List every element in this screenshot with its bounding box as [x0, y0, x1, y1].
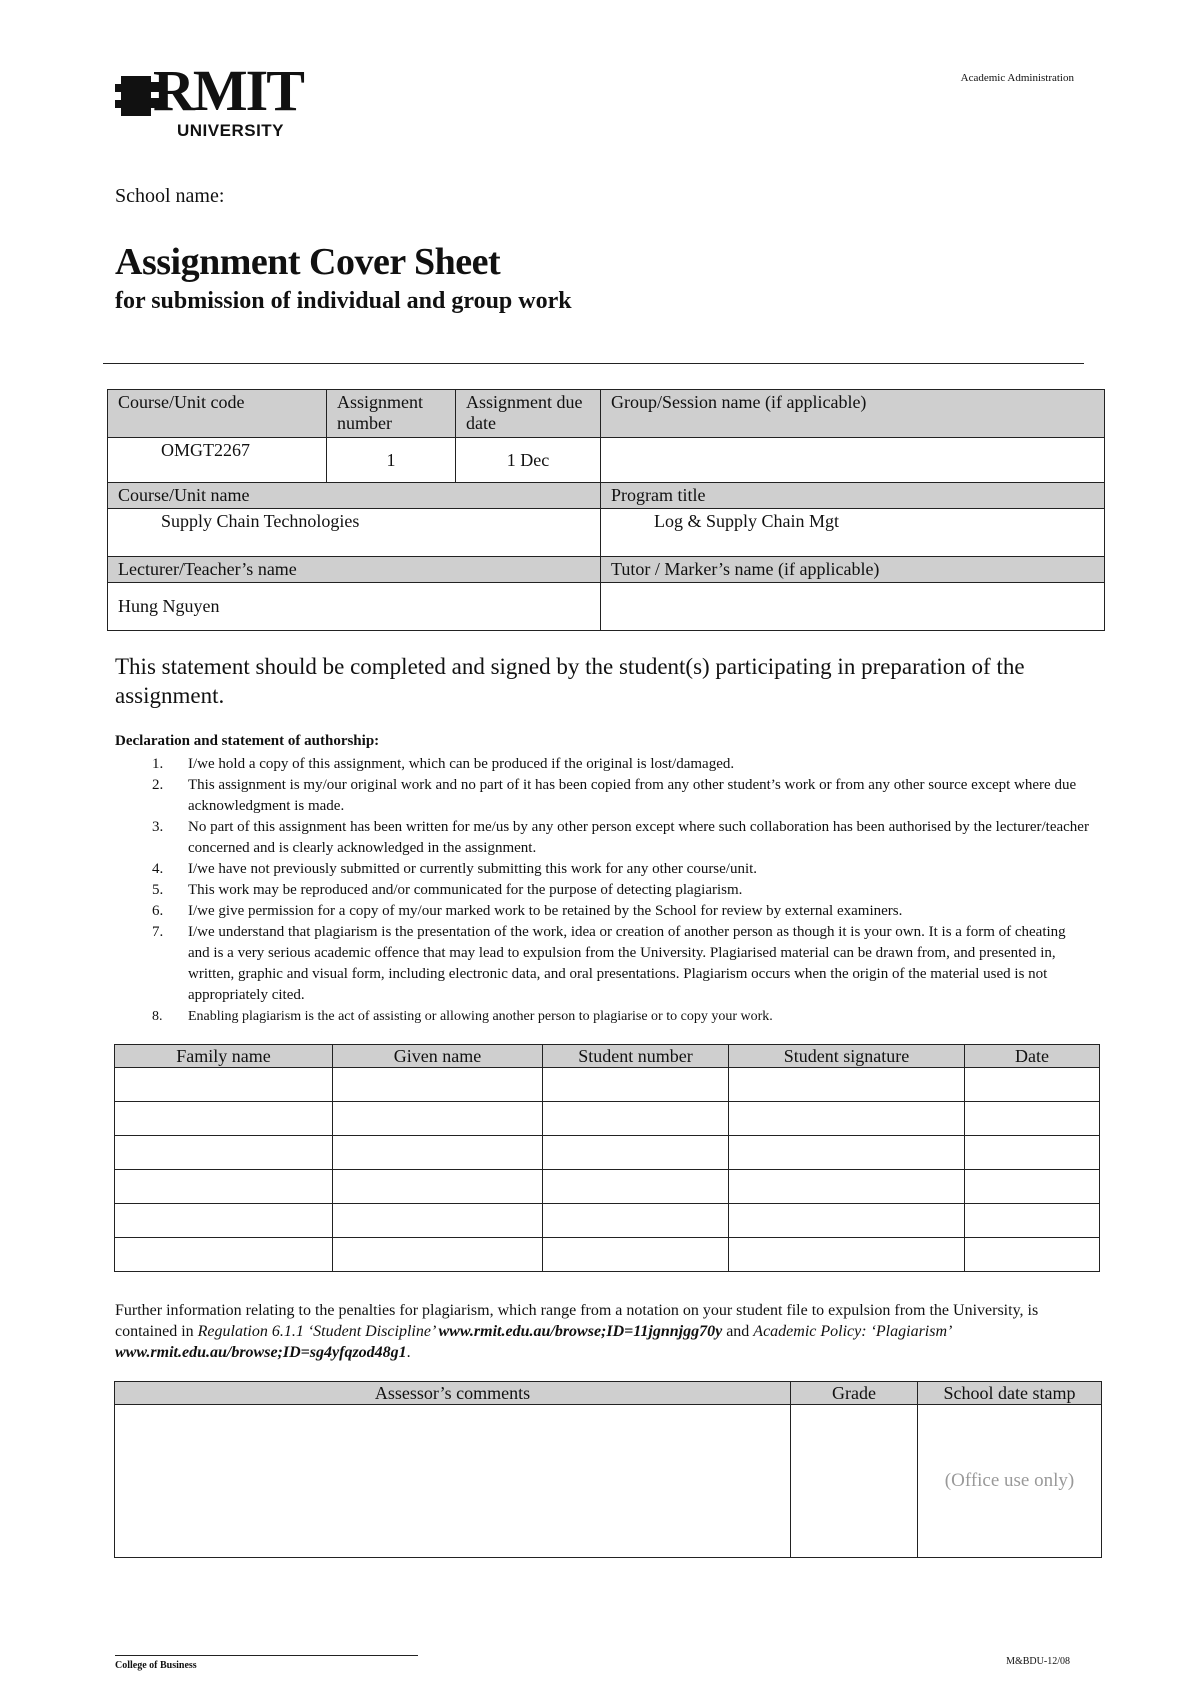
given-name-cell[interactable] [333, 1102, 543, 1136]
family-name-cell[interactable] [115, 1102, 333, 1136]
family-name-cell[interactable] [115, 1204, 333, 1238]
school-name-label: School name: [115, 185, 225, 207]
assessor-comments-field[interactable] [115, 1405, 791, 1558]
course-code-label: Course/Unit code [108, 390, 327, 438]
family-name-cell[interactable] [115, 1136, 333, 1170]
given-name-header: Given name [333, 1045, 543, 1068]
course-name-label: Course/Unit name [108, 483, 601, 509]
policy-link[interactable]: www.rmit.edu.au/browse;ID=sg4yfqzod48g1 [115, 1344, 407, 1361]
footer-divider [115, 1655, 418, 1656]
table-row [115, 1102, 1100, 1136]
program-title-field[interactable]: Log & Supply Chain Mgt [601, 509, 1105, 557]
logo-wordmark: RMIT [153, 58, 303, 123]
regulation-reference: Regulation 6.1.1 ‘Student Discipline’ [197, 1323, 439, 1340]
student-signature-table [114, 1044, 1100, 1272]
logo-subtext: UNIVERSITY [177, 121, 285, 140]
student-number-cell[interactable] [543, 1136, 729, 1170]
student-number-header: Student number [543, 1045, 729, 1068]
due-date-label: Assignment due date [456, 390, 601, 438]
student-number-cell[interactable] [543, 1238, 729, 1272]
declaration-item: 5. This work may be reproduced and/or communicated for the purpose of detecting plagiarism. [152, 882, 743, 898]
group-name-field[interactable] [601, 438, 1105, 483]
given-name-cell[interactable] [333, 1170, 543, 1204]
student-number-cell[interactable] [543, 1170, 729, 1204]
grade-header: Grade [791, 1382, 918, 1405]
student-signature-header: Student signature [729, 1045, 965, 1068]
given-name-cell[interactable] [333, 1068, 543, 1102]
assignment-number-field[interactable]: 1 [327, 438, 456, 483]
page-subtitle: for submission of individual and group work [115, 288, 572, 314]
student-number-cell[interactable] [543, 1068, 729, 1102]
rmit-logo [115, 58, 325, 142]
family-name-cell[interactable] [115, 1170, 333, 1204]
group-name-label: Group/Session name (if applicable) [601, 390, 1105, 438]
course-code-field[interactable]: OMGT2267 [108, 438, 327, 483]
student-number-cell[interactable] [543, 1204, 729, 1238]
due-date-field[interactable]: 1 Dec [456, 438, 601, 483]
assignment-number-label: Assignment number [327, 390, 456, 438]
program-title-label: Program title [601, 483, 1105, 509]
lecturer-name-field[interactable]: Hung Nguyen [108, 583, 601, 631]
date-cell[interactable] [965, 1204, 1100, 1238]
declaration-item: 8. Enabling plagiarism is the act of assisting or allowing another person to plagiarise or to copy your work. [152, 1009, 773, 1024]
signature-cell[interactable] [729, 1068, 965, 1102]
family-name-cell[interactable] [115, 1068, 333, 1102]
family-name-cell[interactable] [115, 1238, 333, 1272]
signature-cell[interactable] [729, 1102, 965, 1136]
assignment-info-table [107, 389, 1105, 631]
policy-reference: Academic Policy: ‘Plagiarism’ [753, 1323, 951, 1340]
assessor-table [114, 1381, 1102, 1558]
assessor-comments-header: Assessor’s comments [115, 1382, 791, 1405]
date-cell[interactable] [965, 1102, 1100, 1136]
declaration-item: 1. I/we hold a copy of this assignment, which can be produced if the original is lost/damaged. [152, 756, 735, 772]
signature-cell[interactable] [729, 1204, 965, 1238]
given-name-cell[interactable] [333, 1238, 543, 1272]
declaration-item: 3. No part of this assignment has been written for me/us by any other person except where such collaboration has been authorised by the lecturer/teacher concerned and is clearly acknowledged in the assignment. [152, 819, 1089, 856]
footer-college: College of Business [115, 1660, 197, 1671]
footer-form-code: M&BDU-12/08 [1006, 1656, 1070, 1667]
school-date-stamp-field[interactable] [918, 1405, 1102, 1558]
declaration-item: 4. I/we have not previously submitted or currently submitting this work for any other course/unit. [152, 861, 758, 877]
signature-cell[interactable] [729, 1238, 965, 1272]
given-name-cell[interactable] [333, 1136, 543, 1170]
date-cell[interactable] [965, 1238, 1100, 1272]
declaration-item: 7. I/we understand that plagiarism is the presentation of the work, idea or creation of another person as though it is your own. It is a form of cheating and is a very serious academic offence that may lead to expulsion from the University. Plagiarised material can be drawn from, and presented in, written, graphic and visual form, including electronic data, and oral presentations. Plagiarism occurs when the origin of the material used is not appropriately cited. [152, 924, 1066, 1003]
declaration-item: 2. This assignment is my/our original work and no part of it has been copied from any other student’s work or from any other source except where due acknowledgment is made. [152, 777, 1077, 814]
statement-text: This statement should be completed and signed by the student(s) participating in preparation of the assignment. [115, 654, 1025, 708]
school-date-stamp-header: School date stamp [918, 1382, 1102, 1405]
tutor-name-field[interactable] [601, 583, 1105, 631]
plagiarism-penalties-note: Further information relating to the penalties for plagiarism, which range from a notation on your student file to expulsion from the University, is contained in Regulation 6.1.1 ‘Student Discipline’ www.rmit.edu.au/browse;ID=11jgnnjgg70y and Academic Policy: ‘Plagiarism’ www.rmit.edu.au/browse;ID=sg4yfqzod48g1. [115, 1302, 1039, 1361]
date-cell[interactable] [965, 1136, 1100, 1170]
declaration-heading: Declaration and statement of authorship: [115, 733, 380, 749]
header-divider [103, 363, 1084, 364]
table-row [115, 1170, 1100, 1204]
office-use-note: (Office use only) [944, 1470, 1075, 1491]
page-title: Assignment Cover Sheet [115, 241, 501, 283]
grade-field[interactable] [791, 1405, 918, 1558]
family-name-header: Family name [115, 1045, 333, 1068]
table-row [115, 1136, 1100, 1170]
student-number-cell[interactable] [543, 1102, 729, 1136]
signature-cell[interactable] [729, 1136, 965, 1170]
declaration-list [115, 754, 1090, 1027]
lecturer-name-label: Lecturer/Teacher’s name [108, 557, 601, 583]
date-header: Date [965, 1045, 1100, 1068]
declaration-item: 6. I/we give permission for a copy of my/our marked work to be retained by the School for review by external examiners. [152, 903, 903, 919]
date-cell[interactable] [965, 1170, 1100, 1204]
date-cell[interactable] [965, 1068, 1100, 1102]
tutor-name-label: Tutor / Marker’s name (if applicable) [601, 557, 1105, 583]
course-name-field[interactable]: Supply Chain Technologies [108, 509, 601, 557]
table-row [115, 1238, 1100, 1272]
given-name-cell[interactable] [333, 1204, 543, 1238]
academic-administration-label: Academic Administration [960, 72, 1074, 84]
regulation-link[interactable]: www.rmit.edu.au/browse;ID=11jgnnjgg70y [438, 1323, 723, 1340]
table-row [115, 1068, 1100, 1102]
signature-cell[interactable] [729, 1170, 965, 1204]
table-row [115, 1204, 1100, 1238]
